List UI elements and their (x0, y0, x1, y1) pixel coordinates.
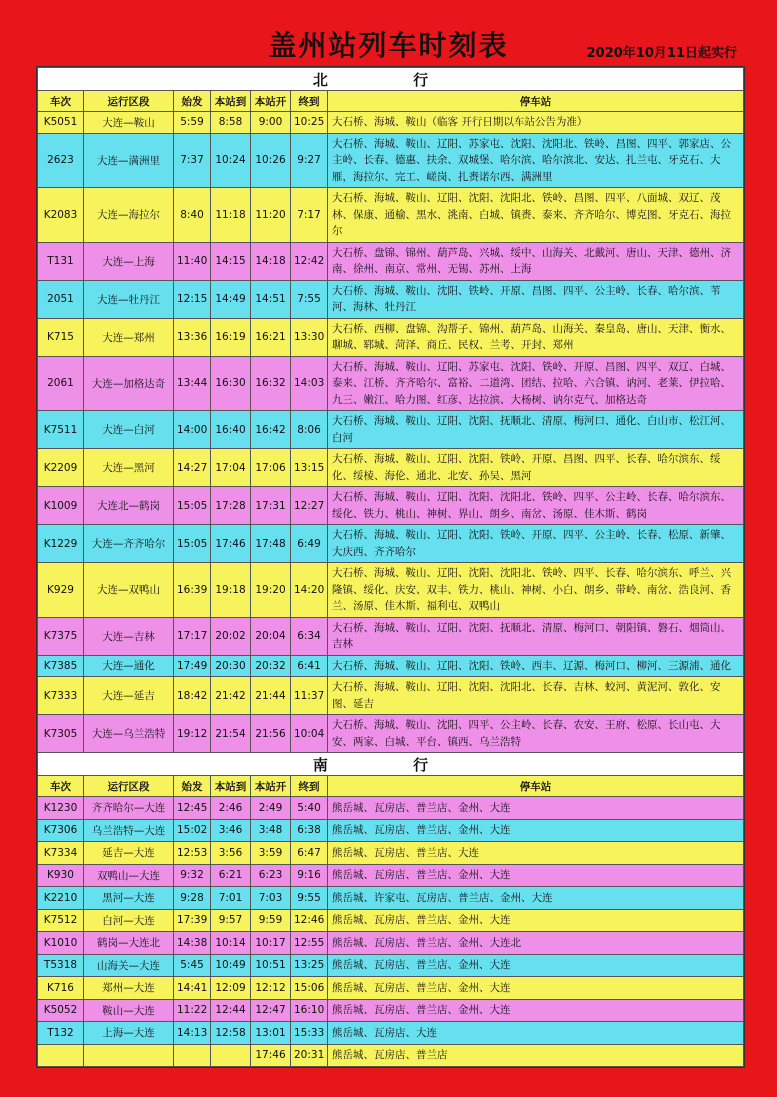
cell-arrive: 3:56 (211, 842, 251, 865)
header-arrive: 本站到 (211, 776, 251, 797)
timetable (36, 66, 745, 1068)
cell-arrive: 16:40 (211, 411, 251, 449)
cell-terminal: 14:20 (291, 563, 328, 618)
cell-train: K7375 (38, 617, 84, 655)
cell-terminal: 13:25 (291, 954, 328, 977)
cell-depart: 12:53 (174, 842, 211, 865)
table-row (38, 318, 744, 356)
cell-depart: 18:42 (174, 677, 211, 715)
cell-arrive: 14:49 (211, 280, 251, 318)
cell-arrive: 6:21 (211, 864, 251, 887)
cell-depart: 17:17 (174, 617, 211, 655)
cell-leave: 13:01 (251, 1022, 291, 1045)
cell-arrive: 12:58 (211, 1022, 251, 1045)
table-row (38, 819, 744, 842)
cell-depart: 15:02 (174, 819, 211, 842)
cell-arrive: 7:01 (211, 887, 251, 910)
cell-leave: 16:42 (251, 411, 291, 449)
table-row (38, 797, 744, 820)
header-section: 运行区段 (84, 776, 174, 797)
cell-section: 大连北—鹤岗 (84, 487, 174, 525)
cell-arrive (211, 1044, 251, 1067)
cell-depart: 14:00 (174, 411, 211, 449)
cell-train: K1009 (38, 487, 84, 525)
cell-section: 大连—通化 (84, 655, 174, 677)
cell-arrive: 20:30 (211, 655, 251, 677)
cell-terminal: 16:10 (291, 999, 328, 1022)
cell-train: K7511 (38, 411, 84, 449)
table-row (38, 842, 744, 865)
header-leave: 本站开 (251, 91, 291, 112)
cell-leave: 17:31 (251, 487, 291, 525)
cell-stops: 大石桥、海城、鞍山（临客 开行日期以车站公告为准） (328, 112, 744, 134)
cell-terminal: 12:27 (291, 487, 328, 525)
cell-depart: 16:39 (174, 563, 211, 618)
cell-section: 白河—大连 (84, 909, 174, 932)
cell-section: 大连—满洲里 (84, 133, 174, 188)
cell-train: K1010 (38, 932, 84, 955)
cell-section: 乌兰浩特—大连 (84, 819, 174, 842)
cell-leave: 10:26 (251, 133, 291, 188)
cell-terminal: 6:41 (291, 655, 328, 677)
cell-terminal: 10:04 (291, 715, 328, 753)
header-train: 车次 (38, 776, 84, 797)
cell-train: 2051 (38, 280, 84, 318)
cell-stops: 大石桥、海城、鞍山、辽阳、沈阳、沈阳北、长春、吉林、蛟河、黄泥河、敦化、安图、延吉 (328, 677, 744, 715)
cell-terminal: 6:47 (291, 842, 328, 865)
cell-section: 延吉—大连 (84, 842, 174, 865)
north-section-label: 北 行 (38, 68, 744, 91)
cell-train: K716 (38, 977, 84, 1000)
cell-section: 大连—上海 (84, 242, 174, 280)
cell-depart: 13:44 (174, 356, 211, 411)
header-stops: 停车站 (328, 91, 744, 112)
cell-section: 大连—郑州 (84, 318, 174, 356)
cell-depart: 8:40 (174, 188, 211, 243)
cell-arrive: 10:24 (211, 133, 251, 188)
cell-train: T132 (38, 1022, 84, 1045)
cell-train: K929 (38, 563, 84, 618)
cell-stops: 熊岳城、瓦房店、普兰店、金州、大连 (328, 999, 744, 1022)
cell-depart: 5:45 (174, 954, 211, 977)
table-row (38, 677, 744, 715)
south-section-label: 南 行 (38, 753, 744, 776)
table-row (38, 1022, 744, 1045)
cell-section: 大连—延吉 (84, 677, 174, 715)
cell-stops: 熊岳城、瓦房店、普兰店、金州、大连 (328, 954, 744, 977)
cell-section: 双鸭山—大连 (84, 864, 174, 887)
cell-terminal: 13:30 (291, 318, 328, 356)
cell-stops: 熊岳城、许家屯、瓦房店、普兰店、金州、大连 (328, 887, 744, 910)
cell-terminal: 8:06 (291, 411, 328, 449)
table-row (38, 887, 744, 910)
south-column-headers (38, 776, 744, 797)
cell-train: K7334 (38, 842, 84, 865)
cell-stops: 熊岳城、瓦房店、大连 (328, 1022, 744, 1045)
cell-depart: 17:49 (174, 655, 211, 677)
cell-arrive: 17:04 (211, 449, 251, 487)
cell-stops: 大石桥、海城、鞍山、辽阳、沈阳、抚顺北、清原、梅河口、朝阳镇、磐石、烟筒山、吉林 (328, 617, 744, 655)
cell-terminal: 12:42 (291, 242, 328, 280)
cell-train: T5318 (38, 954, 84, 977)
cell-train: K2209 (38, 449, 84, 487)
cell-train: K2083 (38, 188, 84, 243)
cell-leave: 7:03 (251, 887, 291, 910)
cell-leave: 10:51 (251, 954, 291, 977)
cell-leave: 11:20 (251, 188, 291, 243)
cell-depart: 14:41 (174, 977, 211, 1000)
cell-leave: 17:06 (251, 449, 291, 487)
cell-terminal: 9:16 (291, 864, 328, 887)
cell-leave: 14:51 (251, 280, 291, 318)
header-terminal: 终到 (291, 91, 328, 112)
cell-leave: 12:12 (251, 977, 291, 1000)
cell-train: K5052 (38, 999, 84, 1022)
cell-section: 大连—加格达奇 (84, 356, 174, 411)
cell-section (84, 1044, 174, 1067)
cell-arrive: 21:42 (211, 677, 251, 715)
cell-train: 2061 (38, 356, 84, 411)
cell-stops: 熊岳城、瓦房店、普兰店、金州、大连 (328, 797, 744, 820)
cell-arrive: 12:09 (211, 977, 251, 1000)
cell-arrive: 8:58 (211, 112, 251, 134)
cell-stops: 大石桥、海城、鞍山、辽阳、沈阳、铁岭、开原、昌图、四平、长春、哈尔滨东、绥化、绥棱、海伦、通北、北安、孙吴、黑河 (328, 449, 744, 487)
cell-arrive: 21:54 (211, 715, 251, 753)
cell-section: 鞍山—大连 (84, 999, 174, 1022)
cell-terminal: 14:03 (291, 356, 328, 411)
timetable-table (37, 67, 744, 1067)
cell-section: 大连—海拉尔 (84, 188, 174, 243)
cell-depart: 12:45 (174, 797, 211, 820)
table-row (38, 655, 744, 677)
cell-stops: 熊岳城、瓦房店、普兰店、大连 (328, 842, 744, 865)
table-row (38, 449, 744, 487)
cell-arrive: 17:46 (211, 525, 251, 563)
cell-depart: 13:36 (174, 318, 211, 356)
table-row (38, 280, 744, 318)
table-row (38, 715, 744, 753)
header-depart: 始发 (174, 776, 211, 797)
cell-depart: 17:39 (174, 909, 211, 932)
cell-train: K1229 (38, 525, 84, 563)
cell-leave: 21:56 (251, 715, 291, 753)
table-row (38, 999, 744, 1022)
cell-train: K7512 (38, 909, 84, 932)
cell-arrive: 11:18 (211, 188, 251, 243)
cell-section: 大连—黑河 (84, 449, 174, 487)
cell-train (38, 1044, 84, 1067)
table-row (38, 864, 744, 887)
cell-stops: 大石桥、海城、鞍山、辽阳、沈阳、铁岭、西丰、辽源、梅河口、柳河、三源浦、通化 (328, 655, 744, 677)
header-train: 车次 (38, 91, 84, 112)
table-row (38, 188, 744, 243)
cell-depart: 15:05 (174, 525, 211, 563)
cell-leave: 9:59 (251, 909, 291, 932)
cell-stops: 熊岳城、瓦房店、普兰店、金州、大连 (328, 977, 744, 1000)
cell-train: K930 (38, 864, 84, 887)
cell-terminal: 6:49 (291, 525, 328, 563)
cell-section: 鹤岗—大连北 (84, 932, 174, 955)
cell-arrive: 16:30 (211, 356, 251, 411)
cell-terminal: 7:55 (291, 280, 328, 318)
cell-arrive: 9:57 (211, 909, 251, 932)
cell-arrive: 19:18 (211, 563, 251, 618)
cell-terminal: 12:55 (291, 932, 328, 955)
cell-leave: 16:32 (251, 356, 291, 411)
cell-terminal: 6:34 (291, 617, 328, 655)
cell-stops: 大石桥、海城、鞍山、辽阳、沈阳、抚顺北、清原、梅河口、通化、白山市、松江河、白河 (328, 411, 744, 449)
cell-train: K7333 (38, 677, 84, 715)
cell-arrive: 10:14 (211, 932, 251, 955)
cell-stops: 熊岳城、瓦房店、普兰店、金州、大连 (328, 819, 744, 842)
cell-depart: 14:13 (174, 1022, 211, 1045)
cell-stops: 大石桥、海城、鞍山、辽阳、沈阳、沈阳北、铁岭、昌图、四平、八面城、双辽、茂林、保康、通榆、黑水、洮南、白城、镇赉、泰来、齐齐哈尔、博克图、牙克石、海拉尔 (328, 188, 744, 243)
page-title: 盖州站列车时刻表 (268, 29, 509, 62)
table-row (38, 411, 744, 449)
cell-stops: 大石桥、海城、鞍山、辽阳、沈阳、沈阳北、铁岭、四平、长春、哈尔滨东、呼兰、兴隆镇、绥化、庆安、双丰、铁力、桃山、神树、小白、朗乡、带岭、南岔、浩良河、香兰、汤原、佳木斯、福利屯、双鸭山 (328, 563, 744, 618)
cell-leave: 2:49 (251, 797, 291, 820)
table-row (38, 525, 744, 563)
cell-leave: 3:48 (251, 819, 291, 842)
table-row (38, 487, 744, 525)
cell-section: 大连—双鸭山 (84, 563, 174, 618)
cell-stops: 大石桥、海城、鞍山、辽阳、苏家屯、沈阳、铁岭、开原、昌图、四平、双辽、白城、泰来、江桥、齐齐哈尔、富裕、二道湾、团结、拉哈、六合镇、讷河、老莱、伊拉哈、九三、嫩江、哈力图、红彦、达拉滨、大杨树、讷尔克气、加格达奇 (328, 356, 744, 411)
cell-section: 大连—鞍山 (84, 112, 174, 134)
cell-leave: 21:44 (251, 677, 291, 715)
cell-leave: 20:32 (251, 655, 291, 677)
cell-section: 郑州—大连 (84, 977, 174, 1000)
cell-leave: 17:46 (251, 1044, 291, 1067)
table-row (38, 909, 744, 932)
cell-depart: 14:38 (174, 932, 211, 955)
cell-stops: 大石桥、海城、鞍山、辽阳、沈阳、铁岭、开原、四平、公主岭、长春、松原、新肇、大庆西、齐齐哈尔 (328, 525, 744, 563)
cell-terminal: 11:37 (291, 677, 328, 715)
effective-date: 2020年10月11日起实行 (586, 46, 737, 61)
table-row (38, 112, 744, 134)
cell-depart: 12:15 (174, 280, 211, 318)
cell-train: K2210 (38, 887, 84, 910)
cell-arrive: 14:15 (211, 242, 251, 280)
cell-section: 上海—大连 (84, 1022, 174, 1045)
cell-stops: 熊岳城、瓦房店、普兰店 (328, 1044, 744, 1067)
header-stops: 停车站 (328, 776, 744, 797)
table-row (38, 356, 744, 411)
cell-terminal: 10:25 (291, 112, 328, 134)
header-arrive: 本站到 (211, 91, 251, 112)
cell-train: K1230 (38, 797, 84, 820)
cell-leave: 16:21 (251, 318, 291, 356)
cell-leave: 12:47 (251, 999, 291, 1022)
cell-stops: 大石桥、海城、鞍山、辽阳、苏家屯、沈阳、沈阳北、铁岭、昌图、四平、郭家店、公主岭、长春、德惠、扶余、双城堡、哈尔滨、哈尔滨北、安达、扎兰屯、牙克石、大雁，海拉尔、完工、嵯岗、扎赉诺尔西、满洲里 (328, 133, 744, 188)
cell-train: K7306 (38, 819, 84, 842)
cell-leave: 14:18 (251, 242, 291, 280)
cell-terminal: 9:27 (291, 133, 328, 188)
cell-terminal: 20:31 (291, 1044, 328, 1067)
cell-section: 齐齐哈尔—大连 (84, 797, 174, 820)
table-row (38, 954, 744, 977)
cell-arrive: 12:44 (211, 999, 251, 1022)
cell-terminal: 6:38 (291, 819, 328, 842)
cell-arrive: 17:28 (211, 487, 251, 525)
cell-depart (174, 1044, 211, 1067)
header-section: 运行区段 (84, 91, 174, 112)
cell-leave: 19:20 (251, 563, 291, 618)
cell-section: 大连—乌兰浩特 (84, 715, 174, 753)
cell-section: 大连—白河 (84, 411, 174, 449)
cell-train: K7385 (38, 655, 84, 677)
cell-section: 山海关—大连 (84, 954, 174, 977)
south-section-header (38, 753, 744, 776)
cell-arrive: 10:49 (211, 954, 251, 977)
cell-terminal: 5:40 (291, 797, 328, 820)
cell-stops: 熊岳城、瓦房店、普兰店、金州、大连 (328, 909, 744, 932)
cell-leave: 6:23 (251, 864, 291, 887)
cell-stops: 大石桥、海城、鞍山、辽阳、沈阳、沈阳北、铁岭、四平、公主岭、长春、哈尔滨东、绥化、铁力、桃山、神树、界山、朗乡、南岔、汤原、佳木斯、鹤岗 (328, 487, 744, 525)
header-depart: 始发 (174, 91, 211, 112)
cell-arrive: 3:46 (211, 819, 251, 842)
cell-terminal: 13:15 (291, 449, 328, 487)
cell-terminal: 7:17 (291, 188, 328, 243)
cell-arrive: 2:46 (211, 797, 251, 820)
cell-stops: 大石桥、盘锦、锦州、葫芦岛、兴城、绥中、山海关、北戴河、唐山、天津、德州、济南、徐州、南京、常州、无锡、苏州、上海 (328, 242, 744, 280)
cell-arrive: 20:02 (211, 617, 251, 655)
table-row (38, 242, 744, 280)
cell-terminal: 12:46 (291, 909, 328, 932)
cell-terminal: 15:33 (291, 1022, 328, 1045)
table-row (38, 1044, 744, 1067)
cell-leave: 10:17 (251, 932, 291, 955)
cell-depart: 9:28 (174, 887, 211, 910)
table-row (38, 932, 744, 955)
cell-depart: 14:27 (174, 449, 211, 487)
cell-section: 黑河—大连 (84, 887, 174, 910)
cell-train: K7305 (38, 715, 84, 753)
north-section-header (38, 68, 744, 91)
cell-depart: 11:22 (174, 999, 211, 1022)
north-column-headers (38, 91, 744, 112)
cell-depart: 15:05 (174, 487, 211, 525)
cell-train: K5051 (38, 112, 84, 134)
cell-train: 2623 (38, 133, 84, 188)
cell-leave: 9:00 (251, 112, 291, 134)
cell-stops: 大石桥、海城、鞍山、沈阳、四平、公主岭、长春、农安、王府、松原、长山屯、大安、两家、白城、平台、镇西、乌兰浩特 (328, 715, 744, 753)
table-row (38, 133, 744, 188)
cell-section: 大连—吉林 (84, 617, 174, 655)
cell-train: K715 (38, 318, 84, 356)
header-terminal: 终到 (291, 776, 328, 797)
cell-arrive: 16:19 (211, 318, 251, 356)
cell-depart: 9:32 (174, 864, 211, 887)
cell-depart: 7:37 (174, 133, 211, 188)
cell-train: T131 (38, 242, 84, 280)
cell-depart: 5:59 (174, 112, 211, 134)
table-row (38, 617, 744, 655)
cell-stops: 熊岳城、瓦房店、普兰店、金州、大连北 (328, 932, 744, 955)
cell-depart: 11:40 (174, 242, 211, 280)
cell-section: 大连—牡丹江 (84, 280, 174, 318)
cell-leave: 3:59 (251, 842, 291, 865)
cell-section: 大连—齐齐哈尔 (84, 525, 174, 563)
cell-terminal: 9:55 (291, 887, 328, 910)
table-row (38, 977, 744, 1000)
cell-depart: 19:12 (174, 715, 211, 753)
cell-stops: 熊岳城、瓦房店、普兰店、金州、大连 (328, 864, 744, 887)
cell-stops: 大石桥、西柳、盘锦、沟帮子、锦州、葫芦岛、山海关、秦皇岛、唐山、天津、衡水、聊城、郓城、菏泽、商丘、民权、兰考、开封、郑州 (328, 318, 744, 356)
cell-terminal: 15:06 (291, 977, 328, 1000)
header-leave: 本站开 (251, 776, 291, 797)
cell-leave: 17:48 (251, 525, 291, 563)
cell-stops: 大石桥、海城、鞍山、沈阳、铁岭、开原、昌图、四平、公主岭、长春、哈尔滨、苇河、海林、牡丹江 (328, 280, 744, 318)
cell-leave: 20:04 (251, 617, 291, 655)
table-row (38, 563, 744, 618)
